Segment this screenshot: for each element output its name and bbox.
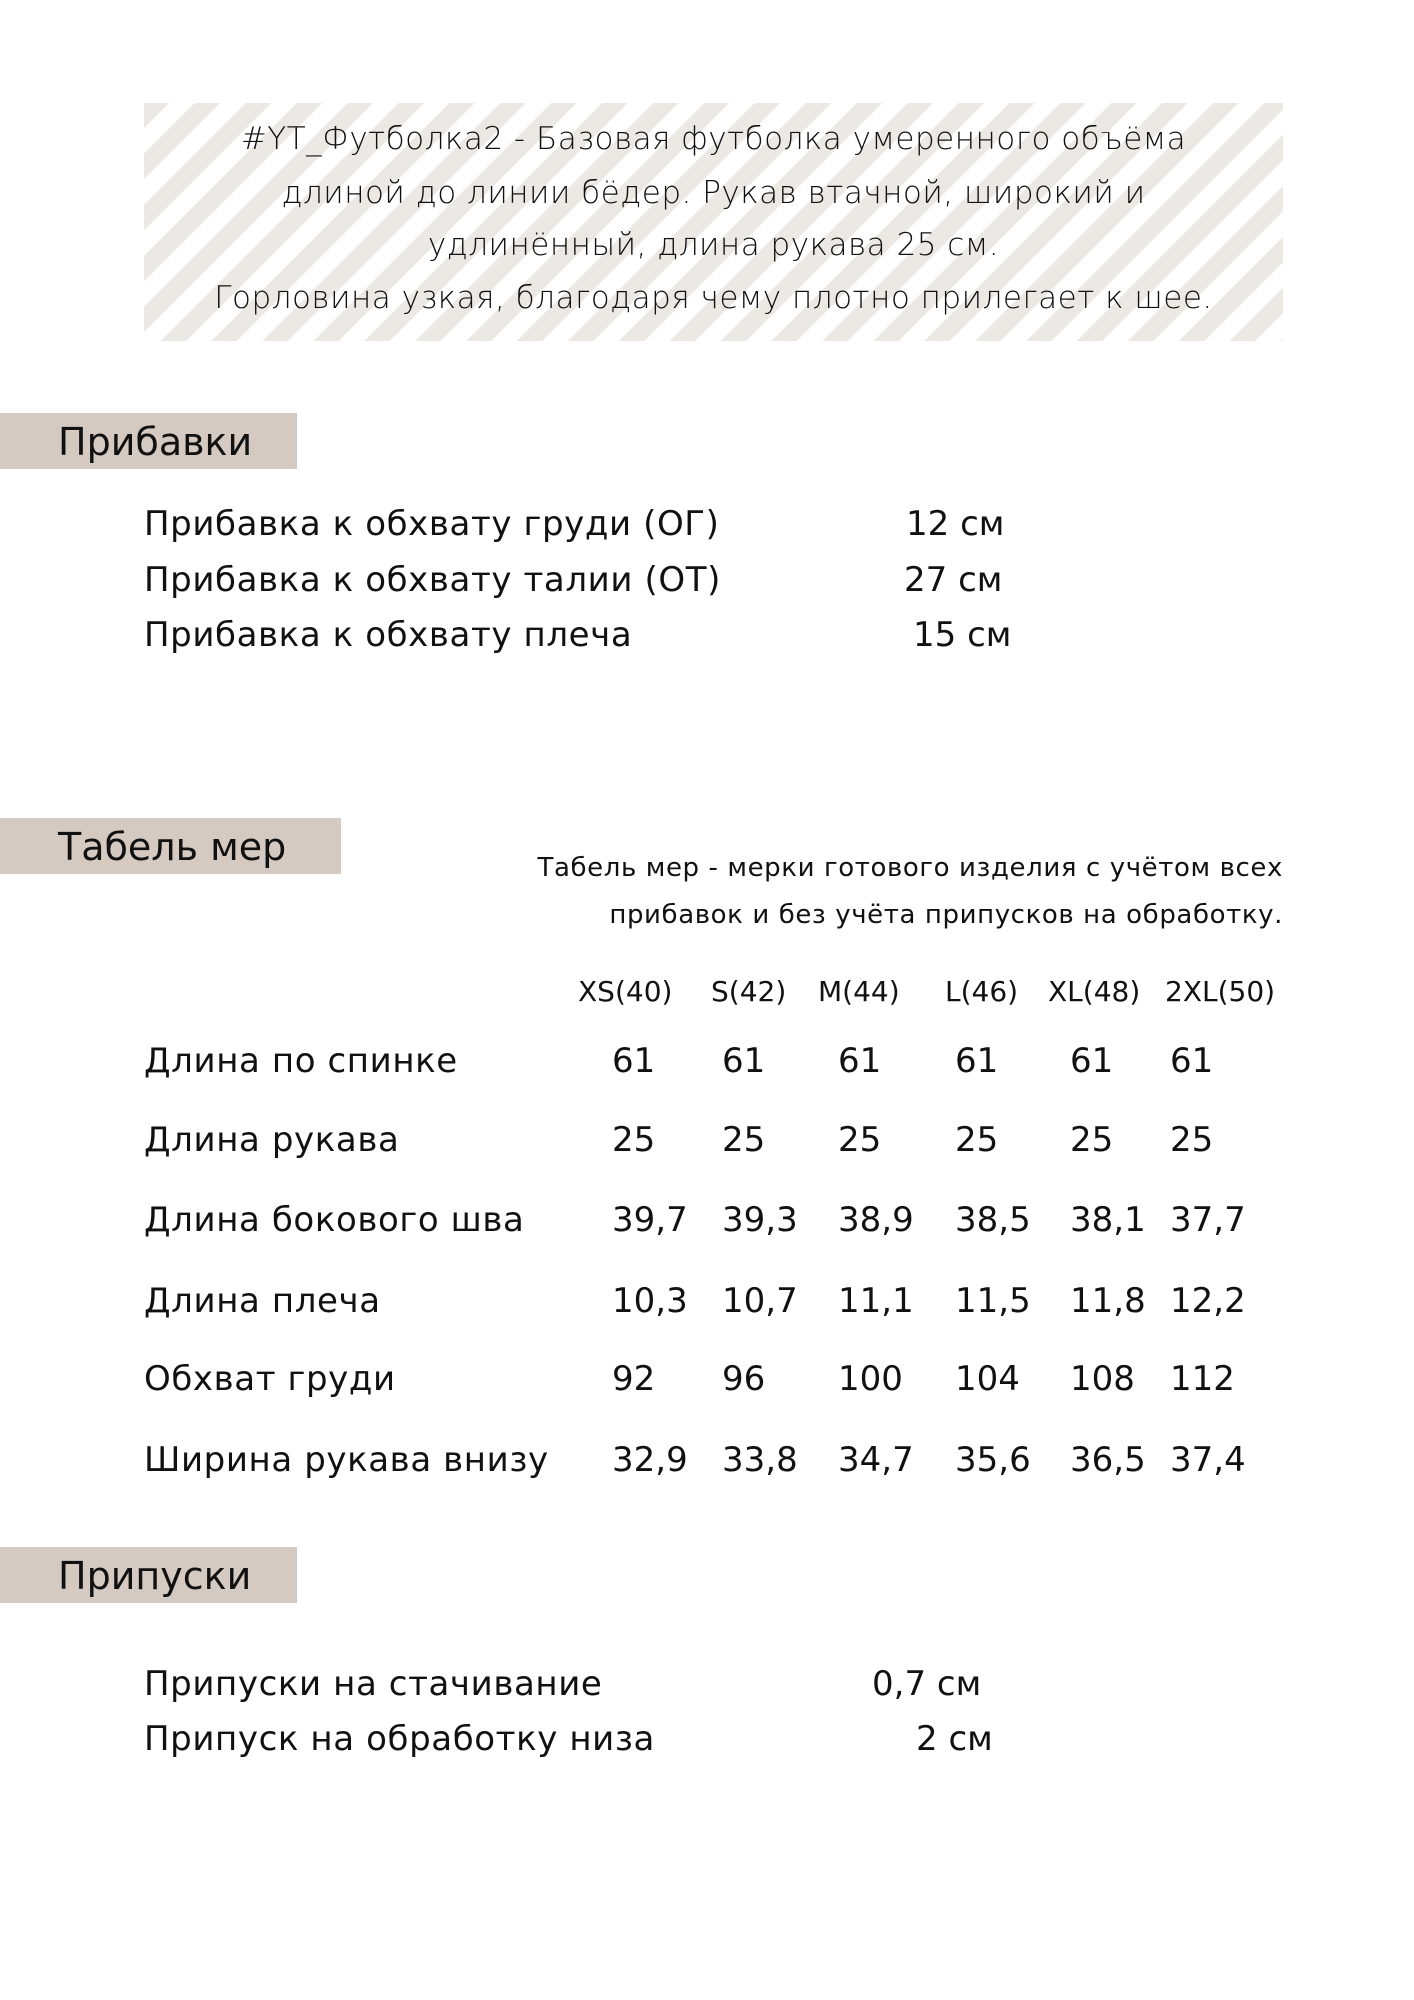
intro-line: Горловина узкая, благодаря чему плотно прилегает к шее.	[214, 280, 1213, 316]
seam-allowance-label: Припуски на стачивание	[144, 1664, 603, 1704]
section-title: Припуски	[58, 1554, 252, 1598]
table-cell: 25	[612, 1120, 656, 1160]
intro-line: длиной до линии бёдер. Рукав втачной, широкий и	[281, 175, 1146, 211]
table-cell: 61	[722, 1041, 766, 1081]
size-header: XS(40)	[578, 975, 673, 1008]
table-cell: 38,1	[1070, 1200, 1146, 1240]
row-label: Ширина рукава внизу	[144, 1440, 549, 1480]
table-cell: 61	[955, 1041, 999, 1081]
table-cell: 61	[1170, 1041, 1214, 1081]
table-cell: 25	[1070, 1120, 1114, 1160]
table-cell: 38,9	[838, 1200, 914, 1240]
section-title: Прибавки	[58, 420, 253, 464]
row-label: Длина бокового шва	[144, 1200, 525, 1240]
seam-allowance-label: Припуск на обработку низа	[144, 1719, 655, 1759]
table-cell: 11,8	[1070, 1281, 1146, 1321]
row-label: Длина по спинке	[144, 1041, 458, 1081]
row-label: Длина плеча	[144, 1281, 381, 1321]
table-cell: 11,1	[838, 1281, 914, 1321]
table-cell: 25	[722, 1120, 766, 1160]
allowance-label: Прибавка к обхвату талии (ОТ)	[144, 560, 721, 600]
measurements-note-line: прибавок и без учёта припусков на обработку.	[609, 900, 1283, 930]
table-cell: 104	[955, 1359, 1020, 1399]
table-cell: 108	[1070, 1359, 1135, 1399]
table-cell: 39,3	[722, 1200, 798, 1240]
table-cell: 61	[612, 1041, 656, 1081]
measurements-note-line: Табель мер - мерки готового изделия с учётом всех	[537, 853, 1283, 883]
allowance-value: 27 см	[904, 560, 1003, 600]
table-cell: 32,9	[612, 1440, 688, 1480]
table-cell: 100	[838, 1359, 903, 1399]
table-cell: 37,7	[1170, 1200, 1246, 1240]
section-header-allowances	[0, 413, 297, 469]
table-cell: 35,6	[955, 1440, 1031, 1480]
allowance-value: 12 см	[906, 504, 1005, 544]
table-cell: 25	[955, 1120, 999, 1160]
size-header: 2XL(50)	[1165, 975, 1276, 1008]
table-cell: 25	[1170, 1120, 1214, 1160]
table-cell: 11,5	[955, 1281, 1031, 1321]
table-cell: 12,2	[1170, 1281, 1246, 1321]
table-cell: 10,7	[722, 1281, 798, 1321]
allowance-value: 15 см	[913, 615, 1012, 655]
table-cell: 92	[612, 1359, 656, 1399]
table-cell: 34,7	[838, 1440, 914, 1480]
section-header-measurements	[0, 818, 341, 874]
table-cell: 33,8	[722, 1440, 798, 1480]
table-cell: 39,7	[612, 1200, 688, 1240]
seam-allowance-value: 2 см	[916, 1719, 993, 1759]
allowance-label: Прибавка к обхвату плеча	[144, 615, 633, 655]
row-label: Обхват груди	[144, 1359, 396, 1399]
intro-line: #YT_Футболка2 - Базовая футболка умеренного объёма	[240, 121, 1187, 157]
table-cell: 36,5	[1070, 1440, 1146, 1480]
section-header-seam-allowances	[0, 1547, 297, 1603]
section-title: Табель мер	[58, 825, 287, 869]
table-cell: 25	[838, 1120, 882, 1160]
size-header: S(42)	[711, 975, 787, 1008]
table-cell: 10,3	[612, 1281, 688, 1321]
table-cell: 61	[838, 1041, 882, 1081]
size-header: M(44)	[818, 975, 900, 1008]
size-header: XL(48)	[1048, 975, 1141, 1008]
table-cell: 112	[1170, 1359, 1235, 1399]
row-label: Длина рукава	[144, 1120, 400, 1160]
table-cell: 38,5	[955, 1200, 1031, 1240]
size-header: L(46)	[945, 975, 1019, 1008]
table-cell: 96	[722, 1359, 766, 1399]
table-cell: 61	[1070, 1041, 1114, 1081]
intro-description-box	[144, 103, 1283, 341]
table-cell: 37,4	[1170, 1440, 1246, 1480]
allowance-label: Прибавка к обхвату груди (ОГ)	[144, 504, 720, 544]
intro-line: удлинённый, длина рукава 25 см.	[427, 227, 1000, 263]
seam-allowance-value: 0,7 см	[872, 1664, 982, 1704]
